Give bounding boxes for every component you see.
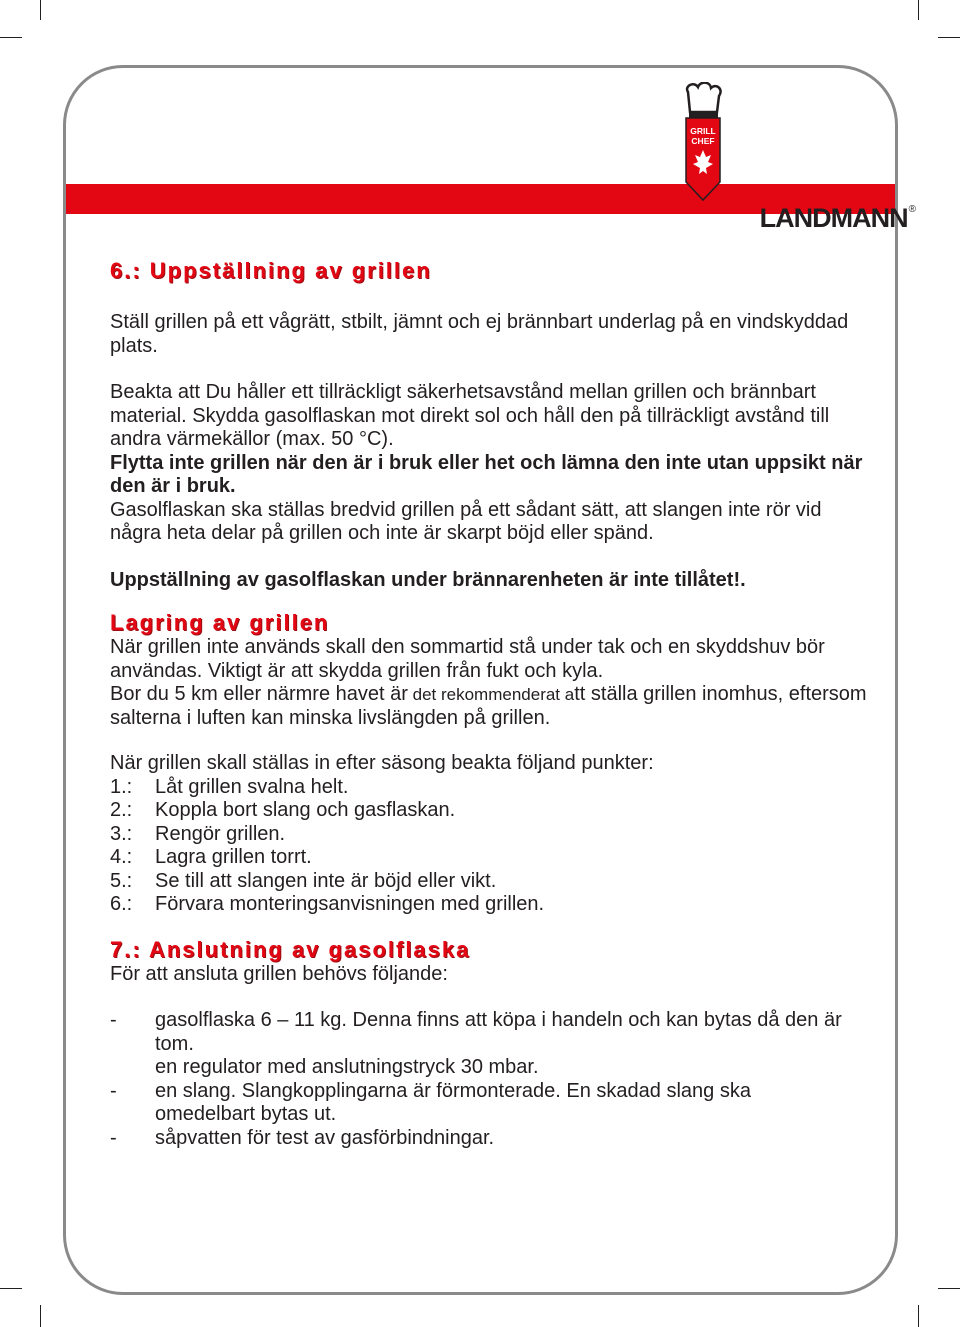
storage-paragraph-1: När grillen inte används skall den sommartid stå under tak och en skyddshuv bör användas. Viktigt är att skydda grillen från fukt och kyla. xyxy=(110,636,825,682)
step-text: Låt grillen svalna helt. xyxy=(155,775,349,798)
brand-name: LANDMANN xyxy=(759,203,908,233)
storage-p2-part-a: Bor du 5 km eller närmre havet är xyxy=(110,683,408,705)
requirements-list xyxy=(110,1009,870,1150)
list-item xyxy=(110,1056,870,1080)
storage-p2-part-c: tt ställa grillen inomhus, eftersom salterna i luften kan minska livslängden på grillen. xyxy=(110,683,867,729)
step-text: Se till att slangen inte är böjd eller vikt. xyxy=(155,869,497,892)
crop-mark xyxy=(0,37,22,38)
crop-mark xyxy=(938,37,960,38)
step-text: Rengör grillen. xyxy=(155,822,286,845)
list-dash: - xyxy=(110,1009,117,1031)
section-7-intro: För att ansluta grillen behövs följande: xyxy=(110,962,448,985)
step-number: 1.: xyxy=(110,775,133,798)
crop-mark xyxy=(0,1288,22,1289)
section-6-paragraph-2: Beakta att Du håller ett tillräckligt säkerhetsavstånd mellan grillen och brännbart material. Skydda gasolflaskan mot direkt sol och håll den på tillräckligt avstånd till andra värmekällor (max. 50 °C). xyxy=(110,381,830,450)
svg-text:GRILL: GRILL xyxy=(690,126,716,136)
chef-hat-icon xyxy=(680,82,726,206)
list-dash: - xyxy=(110,1126,117,1149)
crop-mark xyxy=(938,1288,960,1289)
grill-chef-logo xyxy=(680,82,726,206)
list-text: såpvatten för test av gasförbindningar. xyxy=(155,1126,495,1149)
step-number: 2.: xyxy=(110,799,133,821)
registered-mark: ® xyxy=(908,204,915,215)
storage-paragraph-2 xyxy=(110,683,870,730)
list-item xyxy=(110,846,870,870)
list-item xyxy=(110,823,870,847)
section-7-heading: 7.: Anslutning av gasolflaska xyxy=(110,936,471,962)
list-item xyxy=(110,870,870,894)
storage-steps xyxy=(110,776,870,917)
svg-text:CHEF: CHEF xyxy=(691,136,715,146)
section-6-warning: Flytta inte grillen när den är i bruk eller het och lämna den inte utan uppsikt när den är i bruk. xyxy=(110,451,863,497)
storage-intro: När grillen skall ställas in efter säsong beakta följand punkter: xyxy=(110,752,654,774)
list-item xyxy=(110,776,870,800)
section-6-prohibition: Uppställning av gasolflaskan under brännarenheten är inte tillåtet!. xyxy=(110,568,746,591)
brand-logo xyxy=(760,205,915,232)
section-6-paragraph-1: Ställ grillen på ett vågrätt, stbilt, jämnt och ej brännbart underlag på en vindskyddad plats. xyxy=(110,311,849,357)
step-number: 3.: xyxy=(110,822,133,845)
step-text: Förvara monteringsanvisningen med grillen. xyxy=(155,893,545,915)
list-item xyxy=(110,893,870,917)
step-text: Lagra grillen torrt. xyxy=(155,846,312,868)
list-text: en slang. Slangkopplingarna är förmonterade. En skadad slang ska omedelbart bytas ut. xyxy=(155,1079,751,1125)
step-number: 6.: xyxy=(110,893,133,915)
list-item xyxy=(110,799,870,823)
step-number: 4.: xyxy=(110,846,133,868)
section-6-paragraph-4: Gasolflaskan ska ställas bredvid grillen på ett sådant sätt, att slangen inte rör vid några heta delar på grillen och inte är skarpt böjd eller spänd. xyxy=(110,498,822,544)
list-dash: - xyxy=(110,1079,117,1102)
list-text: gasolflaska 6 – 11 kg. Denna finns att köpa i handeln och kan bytas då den är tom. xyxy=(155,1009,842,1055)
document-body xyxy=(110,250,870,1150)
list-item xyxy=(110,1127,870,1151)
crop-mark xyxy=(40,1305,41,1327)
step-text: Koppla bort slang och gasflaskan. xyxy=(155,799,456,821)
list-item xyxy=(110,1009,870,1056)
storage-p2-part-b: det rekommenderat a xyxy=(407,685,575,704)
list-dash xyxy=(110,1056,155,1080)
storage-heading: Lagring av grillen xyxy=(110,610,330,635)
section-6-heading: 6.: Uppställning av grillen xyxy=(110,258,432,283)
crop-mark xyxy=(918,0,919,20)
list-item xyxy=(110,1080,870,1127)
crop-mark xyxy=(40,0,41,20)
list-text: en regulator med anslutningstryck 30 mbar. xyxy=(155,1056,539,1078)
step-number: 5.: xyxy=(110,869,133,892)
crop-mark xyxy=(918,1305,919,1327)
